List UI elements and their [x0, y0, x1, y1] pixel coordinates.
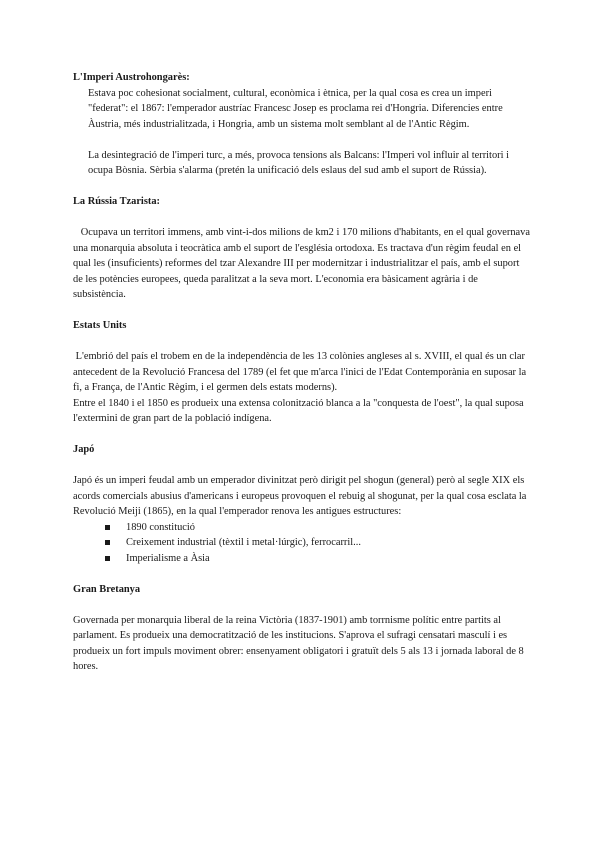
- section-title-austro-hungarian: L'Imperi Austrohongarès:: [73, 72, 190, 83]
- section-title-japan: Japó: [73, 444, 95, 455]
- paragraph: Ocupava un territori immens, amb vint-i-dos milions de km2 i 170 milions d'habitants, en el qual governava una monarquia absoluta i teocràtica amb el suport de l'església ortodoxa. Es tractava d'un règim feudal en el qual les (insuficients) reformes del tzar Alexandre III per modernitzar i industrialitzar el país, amb el suport de les potències europees, queda paralitzat a la seva mort. L'economia era bàsicament agrària i de subsistència.: [73, 227, 533, 300]
- paragraph: L'embrió del país el trobem en de la independència de les 13 colònies angleses al s. XVIII, el qual és un clar antecedent de la Revolució Francesa del 1789 (el fet que m'arca l'inici de l'Edat Contemporània en suposar la fi, a França, de l'Antic Règim, i el germen dels estats moderns).: [73, 351, 529, 393]
- paragraph: Governada per monarquia liberal de la reina Victòria (1837-1901) amb torrnisme polític entre partits al parlament. Es produeix una democratització de les institucions. S'aprova el sufragi censatari masculí i es produeix un fort impuls moviment obrer: ensenyament obligatori i gratuït dels 5 als 13 i jornada laboral de 8 hores.: [73, 614, 524, 672]
- paragraph: La desintegració de l'imperi turc, a més, provoca tensions als Balcans: l'Imperi vol influir al territori i ocupa Bòsnia. Sèrbia s'alarma (pretén la unificació dels eslaus del sud amb el suport de Rússia).: [88, 149, 509, 176]
- paragraph: Estava poc cohesionat socialment, cultural, econòmica i ètnica, per la qual cosa es crea un imperi "federat": el 1867: l'emperador austríac Francesc Josep es proclama rei d'Hongria. Diferencies entre Àustria, més industrialitzada, i Hongria, amb un sistema molt semblant al de l'Antic Règim.: [88, 87, 503, 130]
- paragraph: Japó és un imperi feudal amb un emperador divinitzat però dirigit pel shogun (general) però al segle XIX els acords comercials abusius d'americans i europeus provoquen el rebuig al shogunat, per la qual cosa esclata la Revolució Meiji (1865), en la qual l'emperador renova les antigues estructures:: [73, 475, 527, 517]
- bullet-list: [73, 520, 531, 567]
- square-bullet-icon: [105, 540, 110, 545]
- paragraph: Entre el 1840 i el 1850 es produeix una extensa colonització blanca a la "conquesta de l'oest", la qual suposa l'extermini de gran part de la població indígena.: [73, 397, 524, 424]
- section-title-russia: La Rússia Tzarista:: [73, 196, 160, 207]
- list-item: Imperialisme a Àsia: [73, 551, 531, 567]
- square-bullet-icon: [105, 556, 110, 561]
- list-item: 1890 constitució: [73, 520, 531, 536]
- section-title-usa: Estats Units: [73, 320, 127, 331]
- list-item: Creixement industrial (tèxtil i metal·lúrgic), ferrocarril...: [73, 535, 531, 551]
- section-title-great-britain: Gran Bretanya: [73, 583, 141, 595]
- document-page: [73, 70, 531, 675]
- square-bullet-icon: [105, 525, 110, 530]
